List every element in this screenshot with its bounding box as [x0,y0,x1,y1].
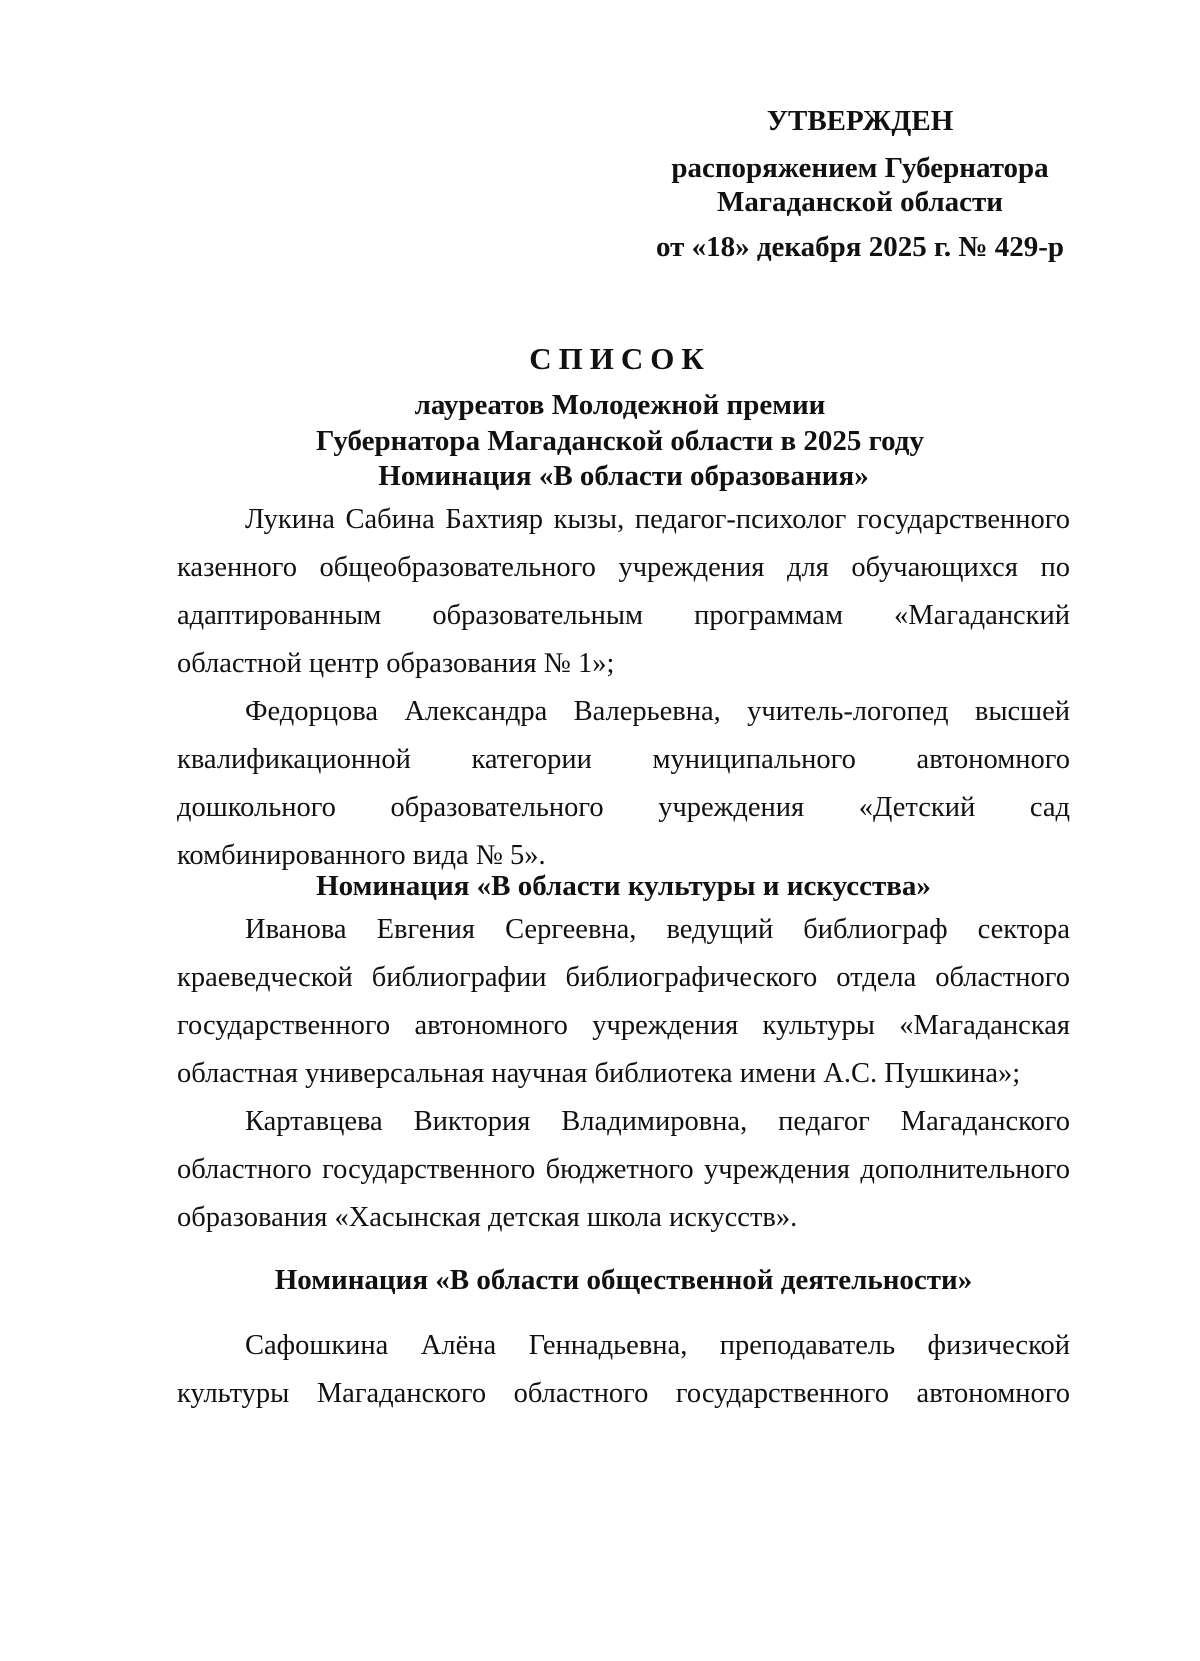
laureate-entry: Картавцева Виктория Владимировна, педагог Магаданского областного государственного бюджетного учреждения дополнительного образования «Хасынская детская школа искусств». [177,1106,1070,1233]
approval-date: от «18» декабря 2025 г. № 429-р [655,231,1065,263]
nomination-entries [177,906,1070,1242]
approval-line-1: распоряжением Губернатора [671,152,1049,184]
title-heading: СПИСОК [529,341,711,376]
nomination-title: Номинация «В области общественной деятельности» [274,1264,973,1296]
laureate-entry: Сафошкина Алёна Геннадьевна, преподаватель физической культуры Магаданского областного государственного автономного [177,1330,1070,1409]
approval-line-2: Магаданской области [717,186,1003,218]
laureate-entry: Федорцова Александра Валерьевна, учитель-логопед высшей квалификационной категории муниципального автономного дошкольного образовательного учреждения «Детский сад комбинированного вида № 5». [177,696,1070,871]
approved-label: УТВЕРЖДЕН [766,105,954,137]
title-line-2: Губернатора Магаданской области в 2025 году [316,425,924,457]
nomination-entries [177,496,1070,880]
nomination-title: Номинация «В области образования» [378,460,869,492]
title-line-1: лауреатов Молодежной премии [414,389,826,421]
laureate-entry: Лукина Сабина Бахтияр кызы, педагог-психолог государственного казенного общеобразовательного учреждения для обучающихся по адаптированным образовательным программам «Магаданский областной центр образования № 1»; [177,504,1070,679]
document-title [170,341,1070,459]
laureate-entry: Иванова Евгения Сергеевна, ведущий библиограф сектора краеведческой библиографии библиографического отдела областного государственного автономного учреждения культуры «Магаданская областная универсальная научная библиотека имени А.С. Пушкина»; [177,914,1070,1089]
nomination-title: Номинация «В области культуры и искусства» [316,870,931,902]
nomination-entries [177,1322,1070,1418]
approval-stamp [600,104,1120,264]
